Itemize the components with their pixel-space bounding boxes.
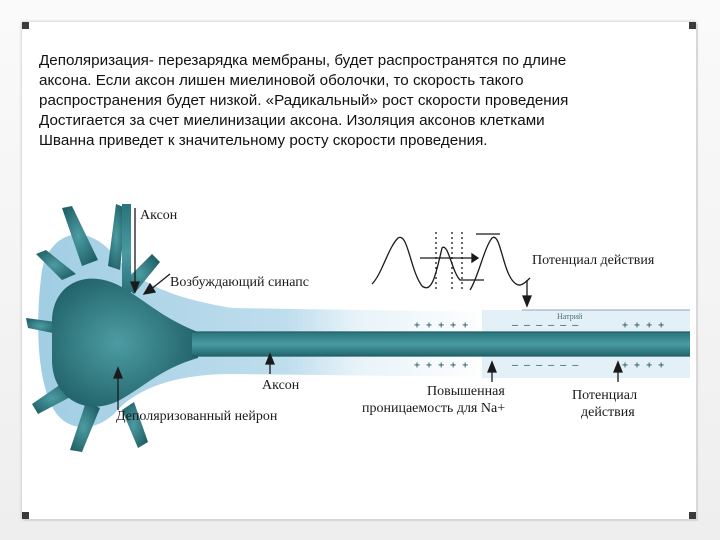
svg-text:– – – – – –: – – – – – – <box>512 320 579 331</box>
svg-text:+ + + + +: + + + + + <box>414 360 469 371</box>
label-increased-permeability-2: проницаемость для Na+ <box>362 401 506 416</box>
label-action-potential-bottom-2: действия <box>581 405 635 420</box>
svg-text:+ + + + +: + + + + + <box>414 320 469 331</box>
text-line: аксона. Если аксон лишен миелиновой оболочки, то скорость такого <box>39 72 524 89</box>
text-line: Шванна приведет к значительному росту скорости проведения. <box>39 132 488 149</box>
text-line: Достигается за счет миелинизации аксона. Изоляция аксонов клетками <box>39 112 545 129</box>
label-depolarized-neuron: Деполяризованный нейрон <box>116 409 278 424</box>
label-action-potential-bottom: Потенциал <box>572 388 638 403</box>
label-axon-bottom: Аксон <box>262 378 300 393</box>
sodium-strip-label: Натрий <box>557 312 583 321</box>
svg-text:+ + + +: + + + + <box>622 320 665 331</box>
axon-shaft <box>192 332 690 356</box>
text-line: Деполяризация- перезарядка мембраны, будет распространятся по длине <box>39 52 567 69</box>
label-axon-top: Аксон <box>140 208 178 223</box>
incoming-axon <box>122 204 131 302</box>
label-excitatory-synapse: Возбуждающий синапс <box>170 275 309 290</box>
svg-text:– – – – – –: – – – – – – <box>512 360 579 371</box>
label-action-potential-top: Потенциал действия <box>532 253 655 268</box>
label-increased-permeability: Повышенная <box>427 384 505 399</box>
action-potential-graph <box>372 232 530 290</box>
svg-text:+ + + +: + + + + <box>622 360 665 371</box>
slide-frame <box>22 22 696 519</box>
neuron-illustration <box>22 22 696 519</box>
neuron-figure <box>22 22 696 519</box>
text-line: распространения будет низкой. «Радикальный» рост скорости проведения <box>39 92 569 109</box>
